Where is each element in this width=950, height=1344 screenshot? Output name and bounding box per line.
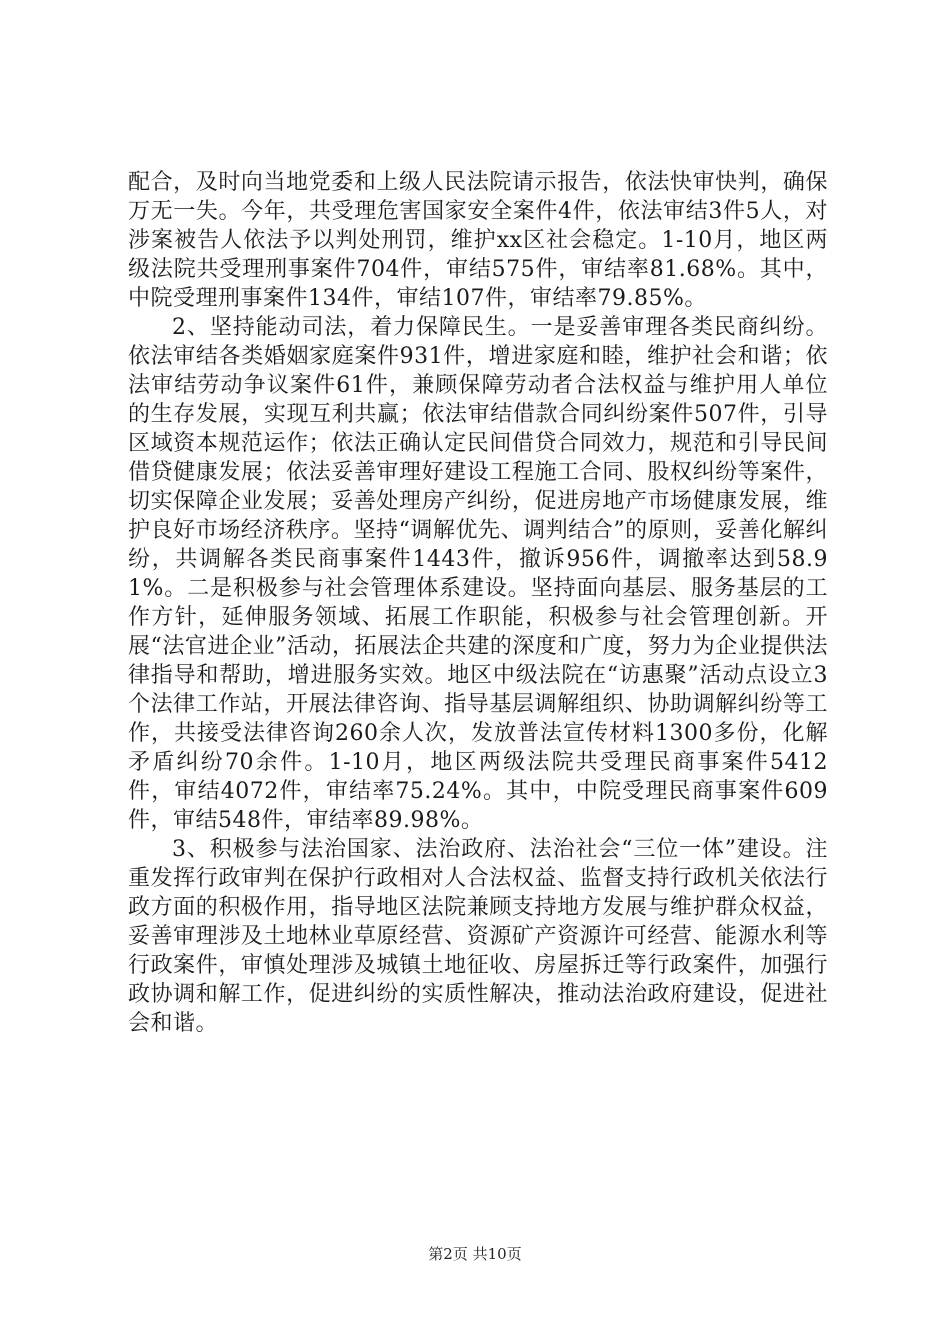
paragraph-item-3: 3、积极参与法治国家、法治政府、法治社会“三位一体”建设。注重发挥行政审判在保护行政相对人合法权益、监督支持行政机关依法行政方面的积极作用，指导地区法院兼顾支持地方发展与维护群众权益，妥善审理涉及土地林业草原经营、资源矿产资源许可经营、能源水利等行政案件，审慎处理涉及城镇土地征收、房屋拆迁等行政案件，加强行政协调和解工作，促进纠纷的实质性解决，推动法治政府建设，促进社会和谐。 <box>128 837 828 1036</box>
paragraph-item-2: 2、坚持能动司法，着力保障民生。一是妥善审理各类民商纠纷。依法审结各类婚姻家庭案件931件，增进家庭和睦，维护社会和谐；依法审结劳动争议案件61件，兼顾保障劳动者合法权益与维护用人单位的生存发展，实现互利共赢；依法审结借款合同纠纷案件507件，引导区域资本规范运作；依法正确认定民间借贷合同效力，规范和引导民间借贷健康发展；依法妥善审理好建设工程施工合同、股权纠纷等案件，切实保障企业发展；妥善处理房产纠纷，促进房地产市场健康发展，维护良好市场经济秩序。坚持“调解优先、调判结合”的原则，妥善化解纠纷，共调解各类民商事案件1443件，撤诉956件，调撤率达到58.91%。二是积极参与社会管理体系建设。坚持面向基层、服务基层的工作方针，延伸服务领域、拓展工作职能，积极参与社会管理创新。开展“法官进企业”活动，拓展法企共建的深度和广度，努力为企业提供法律指导和帮助，增进服务实效。地区中级法院在“访惠聚”活动点设立3个法律工作站，开展法律咨询、指导基层调解组织、协助调解纠纷等工作，共接受法律咨询260余人次，发放普法宣传材料1300多份，化解矛盾纠纷70余件。1-10月，地区两级法院共受理民商事案件5412件，审结4072件，审结率75.24%。其中，中院受理民商事案件609件，审结548件，审结率89.98%。 <box>128 315 828 833</box>
page-number-footer: 第2页 共10页 <box>428 1245 522 1263</box>
paragraph-continued: 配合，及时向当地党委和上级人民法院请示报告，依法快审快判，确保万无一失。今年，共受理危害国家安全案件4件，依法审结3件5人，对涉案被告人依法予以判处刑罚，维护xx区社会稳定。1-10月，地区两级法院共受理刑事案件704件，审结575件，审结率81.68%。其中，中院受理刑事案件134件，审结107件，审结率79.85%。 <box>128 170 828 311</box>
document-body <box>128 168 828 1038</box>
